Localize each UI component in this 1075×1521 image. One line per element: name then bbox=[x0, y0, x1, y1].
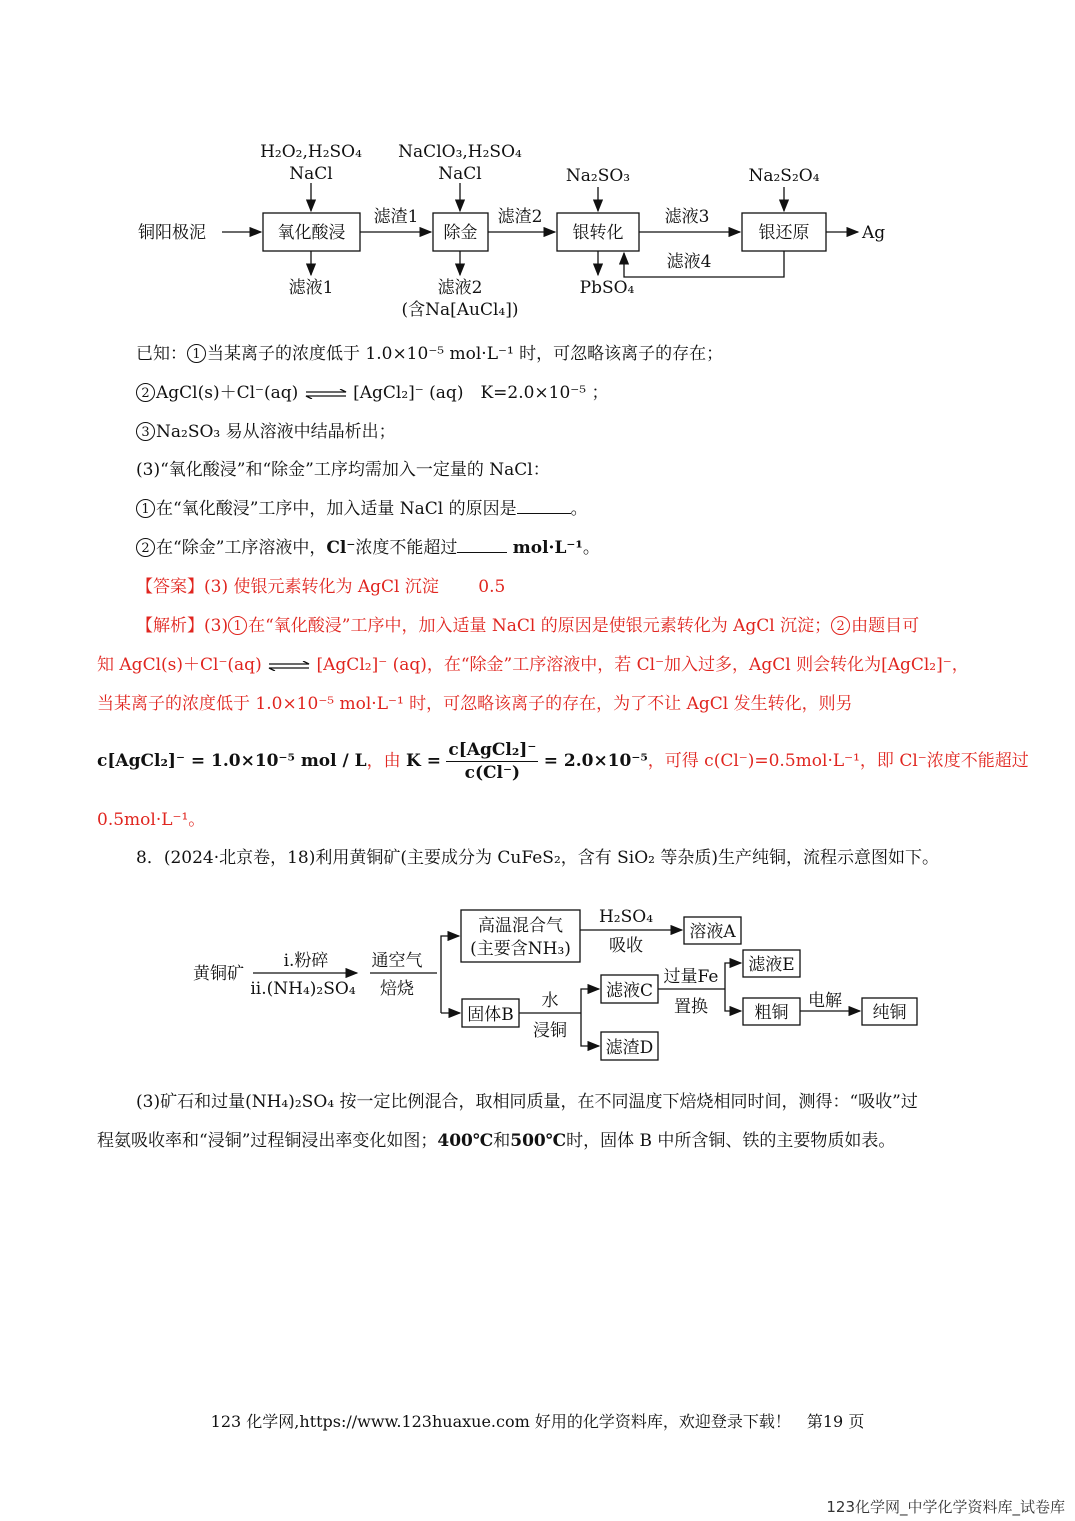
flow1-output: Ag bbox=[862, 223, 886, 243]
question-part-2 bbox=[136, 536, 600, 560]
chloride-ion: Cl⁻ bbox=[326, 538, 356, 558]
circled-number: 2 bbox=[136, 538, 155, 557]
question-part-1-text: 在“氧化酸浸”工序中，加入适量 NaCl 的原因是 bbox=[156, 499, 517, 519]
circled-number: 3 bbox=[136, 422, 155, 441]
analysis-line-5: 0.5mol·L⁻¹。 bbox=[97, 810, 206, 830]
question-part-2-mid: 浓度不能超过 bbox=[355, 538, 458, 558]
fraction-numerator: c[AgCl₂]⁻ bbox=[448, 740, 537, 760]
flow2-input: 黄铜矿 bbox=[193, 964, 244, 984]
flow2-filtrate-c: 滤液C bbox=[605, 981, 654, 1001]
formula-mid: ，由 bbox=[366, 751, 401, 771]
flow1-box1-reagent-a: H₂O₂,H₂SO₄ bbox=[260, 142, 362, 162]
analysis-formula-line bbox=[97, 736, 1029, 786]
question-8-3-line-2 bbox=[97, 1129, 895, 1153]
flow2-step-a: i.粉碎 bbox=[283, 951, 329, 971]
circled-number: 2 bbox=[136, 383, 155, 402]
flow2-filtrate-e: 滤液E bbox=[748, 955, 795, 975]
flow2-fe-b: 置换 bbox=[674, 997, 708, 1017]
flow1-box4-reagent: Na₂S₂O₄ bbox=[748, 166, 820, 186]
flow1-edge4: 滤液4 bbox=[666, 252, 712, 272]
flow1-box1-reagent-b: NaCl bbox=[289, 164, 333, 184]
circled-number: 1 bbox=[136, 499, 155, 518]
question-part-2-unit: mol·L⁻¹ bbox=[512, 538, 583, 558]
flow2-crude-copper: 粗铜 bbox=[754, 1003, 789, 1023]
flow1-box2-reagent-a: NaClO₃,H₂SO₄ bbox=[398, 142, 522, 162]
flow1-box4-label: 银还原 bbox=[758, 223, 810, 243]
answer-blank-2[interactable] bbox=[457, 538, 507, 553]
question-intro: (3)“氧化酸浸”和“除金”工序均需加入一定量的 NaCl： bbox=[136, 460, 550, 480]
flow1-edge2: 滤渣2 bbox=[497, 207, 543, 227]
temperature-500: 500℃ bbox=[510, 1131, 567, 1151]
question-part-2-text: 在“除金”工序溶液中， bbox=[156, 538, 327, 558]
known-text-3: Na₂SO₃ 易从溶液中结晶析出； bbox=[156, 422, 396, 442]
watermark: 123化学网_中学化学资料库_试卷库 bbox=[826, 1498, 1065, 1516]
flow1-box1-out: 滤液1 bbox=[288, 278, 334, 298]
flow2-fe-a: 过量Fe bbox=[663, 967, 719, 987]
flow1-box3-label: 银转化 bbox=[572, 223, 624, 243]
flow1-box2-out-b: (含Na[AuCl₄]) bbox=[401, 300, 519, 320]
flow-diagram-1 bbox=[130, 135, 900, 325]
flow2-electrolysis: 电解 bbox=[808, 991, 842, 1011]
flow2-step-b: ii.(NH₄)₂SO₄ bbox=[250, 979, 356, 999]
formula-k: K = bbox=[406, 751, 441, 771]
flow2-gas-b: (主要含NH₃) bbox=[470, 939, 571, 959]
flow2-absorb-a: H₂SO₄ bbox=[598, 907, 654, 927]
question-part-1 bbox=[136, 497, 588, 521]
equilibrium-right: [AgCl₂]⁻ (aq) K=2.0×10⁻⁵ ； bbox=[353, 383, 609, 403]
formula-fraction bbox=[446, 739, 538, 784]
flow1-box1-label: 氧化酸浸 bbox=[277, 223, 346, 243]
flow2-solid-b: 固体B bbox=[467, 1005, 514, 1025]
analysis-eq-left: 知 AgCl(s)＋Cl⁻(aq) bbox=[97, 655, 262, 675]
flow2-gas-a: 高温混合气 bbox=[478, 916, 563, 936]
flow1-box3-out: PbSO₄ bbox=[579, 278, 635, 298]
q8-3-end: 时，固体 B 中所含铜、铁的主要物质如表。 bbox=[566, 1131, 896, 1151]
analysis-text-1-end: 由题目可 bbox=[851, 616, 920, 636]
flow2-pure-copper: 纯铜 bbox=[872, 1003, 907, 1023]
question-part-1-end: 。 bbox=[570, 499, 588, 519]
known-text-1: 当某离子的浓度低于 1.0×10⁻⁵ mol·L⁻¹ 时，可忽略该离子的存在； bbox=[207, 344, 724, 364]
answer-blank-1[interactable] bbox=[517, 499, 571, 514]
analysis-eq-right: [AgCl₂]⁻ (aq)，在“除金”工序溶液中，若 Cl⁻加入过多，AgCl 则会转化为[AgCl₂]⁻， bbox=[316, 655, 969, 675]
flow1-edge3: 滤液3 bbox=[664, 207, 710, 227]
flow1-box2-reagent-b: NaCl bbox=[438, 164, 482, 184]
analysis-label: 【解析】(3) bbox=[136, 616, 229, 636]
flow1-box2-label: 除金 bbox=[443, 223, 478, 243]
question-8-title: 8．(2024·北京卷，18)利用黄铜矿(主要成分为 CuFeS₂，含有 SiO₂ 等杂质)生产纯铜，流程示意图如下。 bbox=[136, 848, 940, 868]
flow1-box3-reagent: Na₂SO₃ bbox=[565, 166, 631, 186]
analysis-line-1 bbox=[136, 614, 919, 638]
question-8-3-line-1: (3)矿石和过量(NH₄)₂SO₄ 按一定比例混合，取相同质量，在不同温度下焙烧相同时间，测得：“吸收”过 bbox=[136, 1092, 918, 1112]
known-prefix: 已知： bbox=[136, 344, 187, 364]
flow1-box2-out-a: 滤液2 bbox=[437, 278, 483, 298]
analysis-line-2 bbox=[97, 653, 969, 677]
question-part-2-end: 。 bbox=[582, 538, 600, 558]
q8-3-and: 和 bbox=[493, 1131, 511, 1151]
page-footer: 123 化学网,https://www.123huaxue.com 好用的化学资料库，欢迎登录下载！ 第19 页 bbox=[210, 1412, 865, 1431]
known-line-3 bbox=[136, 420, 396, 444]
answer-line: 【答案】(3) 使银元素转化为 AgCl 沉淀 0.5 bbox=[136, 577, 506, 597]
formula-right: = 2.0×10⁻⁵ bbox=[543, 751, 648, 771]
equilibrium-arrow-icon bbox=[267, 661, 311, 671]
formula-left: c[AgCl₂]⁻ = 1.0×10⁻⁵ mol / L bbox=[97, 751, 367, 771]
flow2-residue-d: 滤渣D bbox=[605, 1038, 654, 1058]
circled-number: 2 bbox=[831, 616, 850, 635]
circled-number: 1 bbox=[228, 616, 247, 635]
analysis-line-3: 当某离子的浓度低于 1.0×10⁻⁵ mol·L⁻¹ 时，可忽略该离子的存在，为了不让 AgCl 发生转化，则另 bbox=[97, 694, 853, 714]
flow2-leach-a: 水 bbox=[541, 991, 559, 1011]
fraction-denominator: c(Cl⁻) bbox=[464, 763, 521, 783]
flow1-input: 铜阳极泥 bbox=[138, 223, 206, 243]
known-line-1 bbox=[136, 342, 723, 366]
flow2-roast-b: 焙烧 bbox=[380, 979, 414, 999]
flow1-edge1: 滤渣1 bbox=[373, 207, 419, 227]
flow-diagram-2 bbox=[185, 900, 935, 1070]
flow2-leach-b: 浸铜 bbox=[533, 1021, 567, 1041]
flow2-solution-a: 溶液A bbox=[689, 922, 736, 942]
equilibrium-arrow-icon bbox=[304, 389, 348, 399]
equilibrium-left: AgCl(s)＋Cl⁻(aq) bbox=[156, 383, 299, 403]
analysis-text-1: 在“氧化酸浸”工序中，加入适量 NaCl 的原因是使银元素转化为 AgCl 沉淀； bbox=[248, 616, 832, 636]
circled-number: 1 bbox=[187, 344, 206, 363]
q8-3-text: 程氨吸收率和“浸铜”过程铜浸出率变化如图； bbox=[97, 1131, 438, 1151]
flow2-absorb-b: 吸收 bbox=[609, 936, 643, 956]
flow2-roast-a: 通空气 bbox=[371, 951, 423, 971]
known-line-2 bbox=[136, 381, 609, 405]
formula-tail: ，可得 c(Cl⁻)=0.5mol·L⁻¹，即 Cl⁻浓度不能超过 bbox=[647, 751, 1029, 771]
temperature-400: 400℃ bbox=[437, 1131, 494, 1151]
